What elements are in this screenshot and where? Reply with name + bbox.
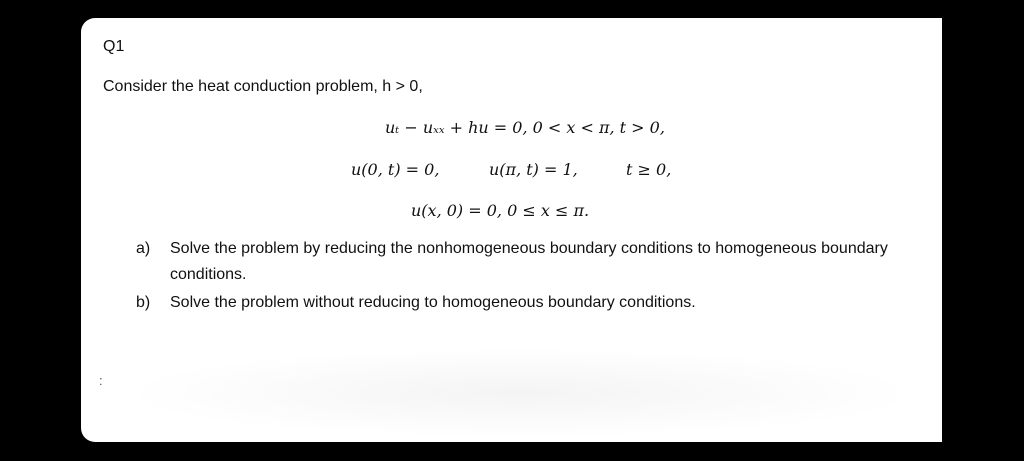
question-intro: Consider the heat conduction problem, h > 0, bbox=[103, 78, 423, 95]
boundary-condition-time: t ≥ 0, bbox=[626, 160, 672, 179]
initial-condition: u(x, 0) = 0, 0 ≤ x ≤ π. bbox=[411, 201, 590, 220]
part-a-text: Solve the problem by reducing the nonhomogeneous boundary conditions to homogeneous boundary conditions. bbox=[170, 240, 888, 283]
pde-equation: uₜ − uₓₓ + hu = 0, 0 < x < π, t > 0, bbox=[385, 118, 665, 137]
part-a-letter: a) bbox=[136, 240, 151, 257]
part-b-text: Solve the problem without reducing to homogeneous boundary conditions. bbox=[170, 294, 696, 311]
part-b-letter: b) bbox=[136, 294, 151, 311]
page-smudge bbox=[121, 348, 921, 438]
boundary-condition-left: u(0, t) = 0, bbox=[351, 160, 440, 179]
part-a bbox=[136, 236, 930, 288]
boundary-condition-right: u(π, t) = 1, bbox=[489, 160, 578, 179]
question-label: Q1 bbox=[103, 38, 125, 55]
stray-mark: : bbox=[99, 373, 103, 388]
document-page bbox=[81, 18, 942, 442]
part-b bbox=[136, 290, 930, 316]
